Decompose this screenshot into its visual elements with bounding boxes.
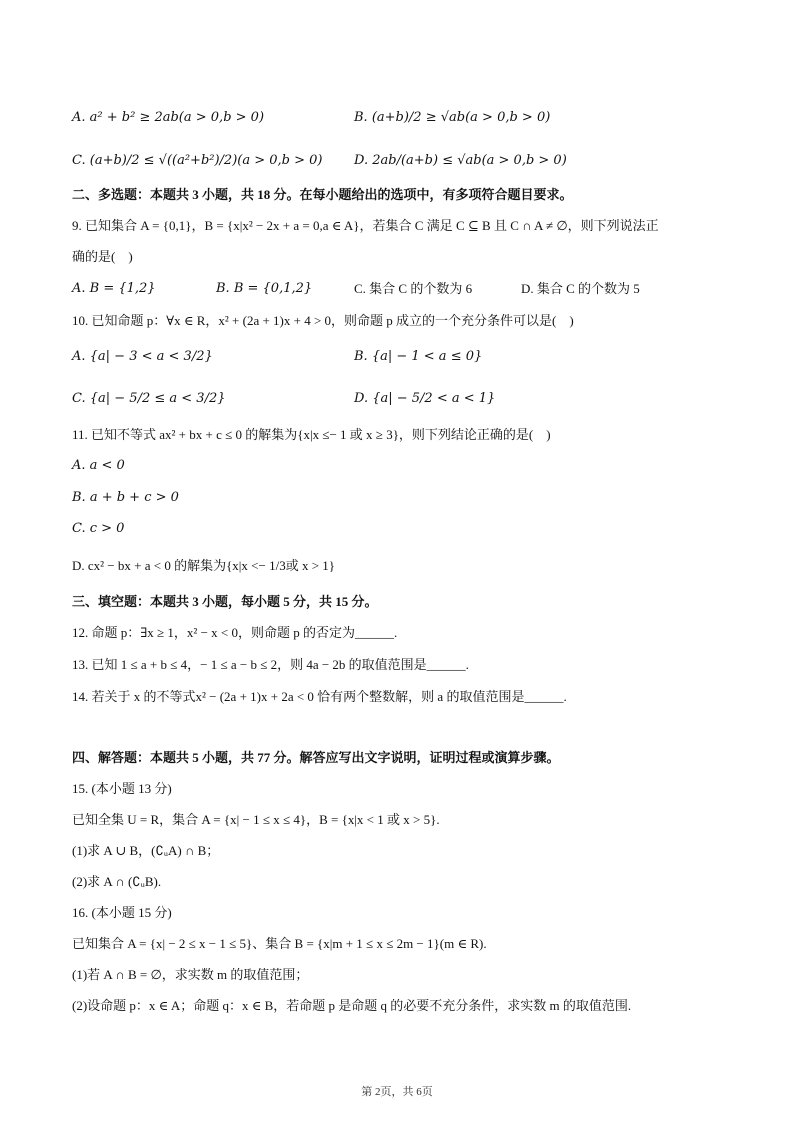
q16-part2: (2)设命题 p：x ∈ A；命题 q：x ∈ B，若命题 p 是命题 q 的必要不充分条件，求实数 m 的取值范围. xyxy=(72,998,632,1013)
q10-option-d: D. {a| − 5/2 < a < 1} xyxy=(354,391,496,406)
q11-option-b: B. a + b + c > 0 xyxy=(72,490,179,505)
q16-part1: (1)若 A ∩ B = ∅，求实数 m 的取值范围； xyxy=(72,967,309,982)
q14-text: 14. 若关于 x 的不等式x² − (2a + 1)x + 2a < 0 恰有两个整数解，则 a 的取值范围是______. xyxy=(72,689,567,704)
q10-stem: 10. 已知命题 p：∀x ∈ R，x² + (2a + 1)x + 4 > 0，则命题 p 成立的一个充分条件可以是( ) xyxy=(72,313,574,328)
q8-option-b: B. (a+b)/2 ≥ √ab(a > 0,b > 0) xyxy=(354,110,551,125)
q11-option-c: C. c > 0 xyxy=(72,521,125,536)
q9-option-c: C. 集合 C 的个数为 6 xyxy=(354,281,473,296)
q9-option-d: D. 集合 C 的个数为 5 xyxy=(521,281,640,296)
q11-stem: 11. 已知不等式 ax² + bx + c ≤ 0 的解集为{x|x ≤− 1 或 x ≥ 3}，则下列结论正确的是( ) xyxy=(72,427,551,442)
q8-option-d: D. 2ab/(a+b) ≤ √ab(a > 0,b > 0) xyxy=(354,153,567,168)
section2-heading: 二、多选题：本题共 3 小题，共 18 分。在每小题给出的选项中，有多项符合题目要求。 xyxy=(72,187,573,202)
q12-text: 12. 命题 p：∃x ≥ 1，x² − x < 0，则命题 p 的否定为______. xyxy=(72,625,398,640)
q15-part1: (1)求 A ∪ B，(∁ᵤA) ∩ B； xyxy=(72,843,220,858)
q15-part2: (2)求 A ∩ (∁ᵤB). xyxy=(72,874,162,889)
q9-option-a: A. B = {1,2} xyxy=(72,281,156,296)
q10-option-a: A. {a| − 3 < a < 3/2} xyxy=(72,349,213,364)
q16-title: 16. (本小题 15 分) xyxy=(72,905,172,920)
q8-option-c: C. (a+b)/2 ≤ √((a²+b²)/2)(a > 0,b > 0) xyxy=(72,153,323,168)
q8-option-a: A. a² + b² ≥ 2ab(a > 0,b > 0) xyxy=(72,110,265,125)
section4-heading: 四、解答题：本题共 5 小题，共 77 分。解答应写出文字说明，证明过程或演算步骤。 xyxy=(72,750,560,765)
q10-option-c: C. {a| − 5/2 ≤ a < 3/2} xyxy=(72,391,226,406)
section3-heading: 三、填空题：本题共 3 小题，每小题 5 分，共 15 分。 xyxy=(72,594,378,609)
q11-option-d: D. cx² − bx + a < 0 的解集为{x|x <− 1/3或 x > 1} xyxy=(72,558,336,573)
q16-stem: 已知集合 A = {x| − 2 ≤ x − 1 ≤ 5}、集合 B = {x|m + 1 ≤ x ≤ 2m − 1}(m ∈ R). xyxy=(72,936,487,951)
q15-stem: 已知全集 U = R，集合 A = {x| − 1 ≤ x ≤ 4}，B = {x|x < 1 或 x > 5}. xyxy=(72,812,440,827)
q11-option-a: A. a < 0 xyxy=(72,458,125,473)
q13-text: 13. 已知 1 ≤ a + b ≤ 4，− 1 ≤ a − b ≤ 2，则 4a − 2b 的取值范围是______. xyxy=(72,657,469,672)
q9-stem-line2: 确的是( ) xyxy=(72,249,133,264)
q10-option-b: B. {a| − 1 < a ≤ 0} xyxy=(354,349,483,364)
q15-title: 15. (本小题 13 分) xyxy=(72,781,172,796)
page-footer: 第 2页，共 6页 xyxy=(361,1086,433,1098)
q9-option-b: B. B = {0,1,2} xyxy=(216,281,313,296)
q9-stem-line1: 9. 已知集合 A = {0,1}，B = {x|x² − 2x + a = 0,a ∈ A}，若集合 C 满足 C ⊆ B 且 C ∩ A ≠ ∅，则下列说法正 xyxy=(72,218,659,233)
